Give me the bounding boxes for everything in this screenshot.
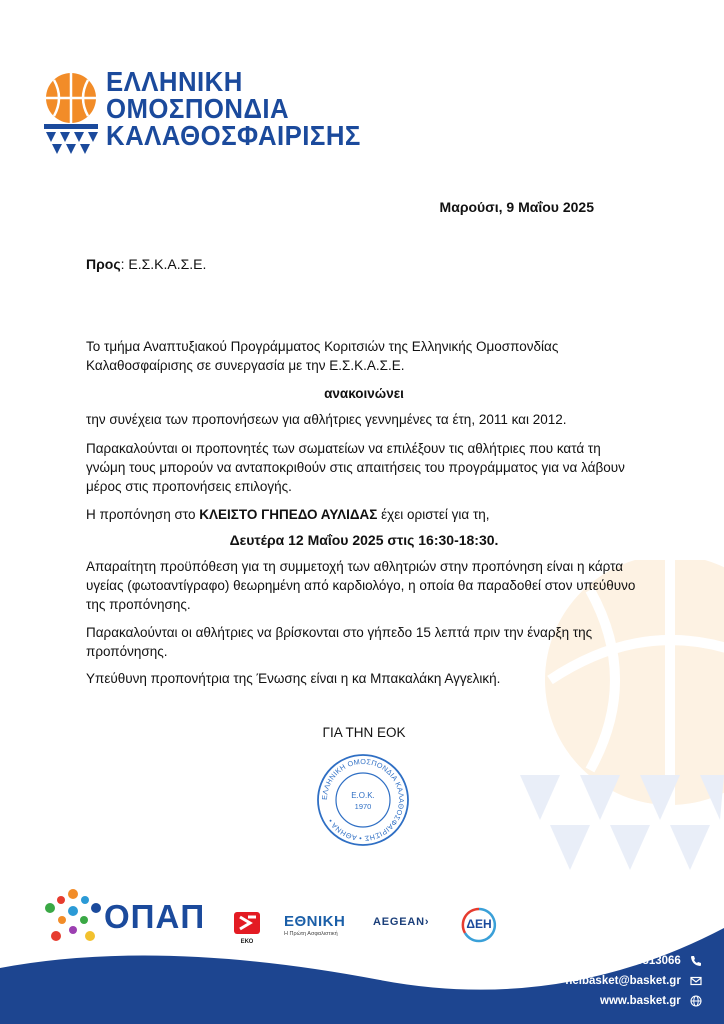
- phone-icon: [690, 955, 702, 967]
- opap-label: ΟΠΑΠ: [104, 898, 206, 935]
- mail-icon: [690, 975, 702, 987]
- signature-line: ΓΙΑ ΤΗΝ ΕΟΚ: [322, 725, 406, 740]
- stamp-ring-text: ΕΛΛΗΝΙΚΗ ΟΜΟΣΠΟΝΔΙΑ ΚΑΛΑΘΟΣΦΑΙΡΙΣΗΣ • ΑΘΗΝΑ •: [319, 756, 407, 844]
- venue-suffix: έχει οριστεί για τη,: [377, 507, 490, 522]
- opap-star-icon: [42, 886, 104, 946]
- deh-label: ΔΕΗ: [466, 917, 492, 931]
- announces-heading: ανακοινώνει: [324, 386, 404, 401]
- contact-phone: 210 6813066: [613, 955, 681, 968]
- contact-email-row: [565, 975, 702, 987]
- recipient-line: [86, 256, 206, 272]
- coaches-paragraph: Παρακαλούνται οι προπονητές των σωματείων να επιλέξουν τις αθλήτριες που κατά τη γνώμη τους μπορούν να ανταποκριθούν στις απαιτήσεις του προγράμματος για να λάβουν μέρος στις προπονήσεις επιλογής.: [86, 441, 625, 494]
- schedule-line: Δευτέρα 12 Μαΐου 2025 στις 16:30-18:30.: [229, 532, 499, 548]
- sponsor-eko: [232, 912, 262, 946]
- official-stamp: [315, 752, 411, 848]
- eko-logo-icon: [234, 912, 260, 934]
- contact-web-row: [600, 995, 702, 1007]
- sponsor-deh: [461, 907, 497, 943]
- sponsor-ethniki: [284, 913, 356, 937]
- globe-icon: [690, 995, 702, 1007]
- federation-logo-icon: [42, 72, 100, 154]
- ethniki-label: ΕΘΝΙΚΗ: [284, 913, 346, 930]
- recipient-label: Προς: [86, 256, 121, 272]
- ethniki-tagline: Η Πρώτη Ασφαλιστική: [284, 931, 338, 937]
- eko-label: ΕΚΟ: [240, 939, 254, 945]
- logo-line-2: ΟΜΟΣΠΟΝΔΙΑ: [106, 93, 290, 124]
- venue-paragraph: [86, 505, 642, 524]
- svg-text:ΕΛΛΗΝΙΚΗ ΟΜΟΣΠΟΝΔΙΑ ΚΑΛΑΘΟΣΦΑΙ: [320, 757, 406, 843]
- sponsor-aegean: [373, 916, 429, 928]
- arrival-paragraph: Παρακαλούνται οι αθλήτριες να βρίσκονται στο γήπεδο 15 λεπτά πριν την έναρξη της προπόνησης.: [86, 625, 593, 659]
- continuation-paragraph: την συνέχεια των προπονήσεων για αθλήτριες γεννημένες τα έτη, 2011 και 2012.: [86, 412, 567, 427]
- contact-phone-row: [614, 955, 702, 967]
- contact-email[interactable]: helbasket@basket.gr: [565, 975, 681, 988]
- aegean-label: AEGEAN: [373, 916, 425, 928]
- stamp-center-line-2: 1970: [354, 802, 372, 811]
- requirement-paragraph: Απαραίτητη προϋπόθεση για τη συμμετοχή των αθλητριών στην προπόνηση είναι η κάρτα υγείας (φωτοαντίγραφο) θεωρημένη από καρδιολόγο, η οποία θα παραδοθεί στον υπεύθυνο της προπόνησης.: [86, 559, 636, 612]
- recipient-value: : Ε.Σ.Κ.Α.Σ.Ε.: [120, 256, 207, 272]
- aegean-wing-icon: ›: [424, 916, 430, 928]
- logo-line-1: ΕΛΛΗΝΙΚΗ: [106, 66, 243, 97]
- coach-in-charge-paragraph: Υπεύθυνη προπονήτρια της Ένωσης είναι η κα Μπακαλάκη Αγγελική.: [86, 671, 501, 686]
- stamp-center-line-1: Ε.Ο.Κ.: [351, 791, 375, 800]
- venue-name: ΚΛΕΙΣΤΟ ΓΗΠΕΔΟ ΑΥΛΙΔΑΣ: [199, 507, 378, 522]
- federation-logo-text: [106, 68, 361, 149]
- sponsor-opap: [42, 886, 207, 946]
- venue-prefix: Η προπόνηση στο: [86, 507, 200, 522]
- letter-date: Μαρούσι, 9 Μαΐου 2025: [439, 199, 594, 215]
- logo-line-3: ΚΑΛΑΘΟΣΦΑΙΡΙΣΗΣ: [106, 120, 361, 151]
- contact-web[interactable]: www.basket.gr: [600, 995, 681, 1008]
- intro-paragraph: Το τμήμα Αναπτυξιακού Προγράμματος Κοριτσιών της Ελληνικής Ομοσπονδίας Καλαθοσφαίρισης σε συνεργασία με την Ε.Σ.Κ.Α.Σ.Ε.: [86, 339, 559, 373]
